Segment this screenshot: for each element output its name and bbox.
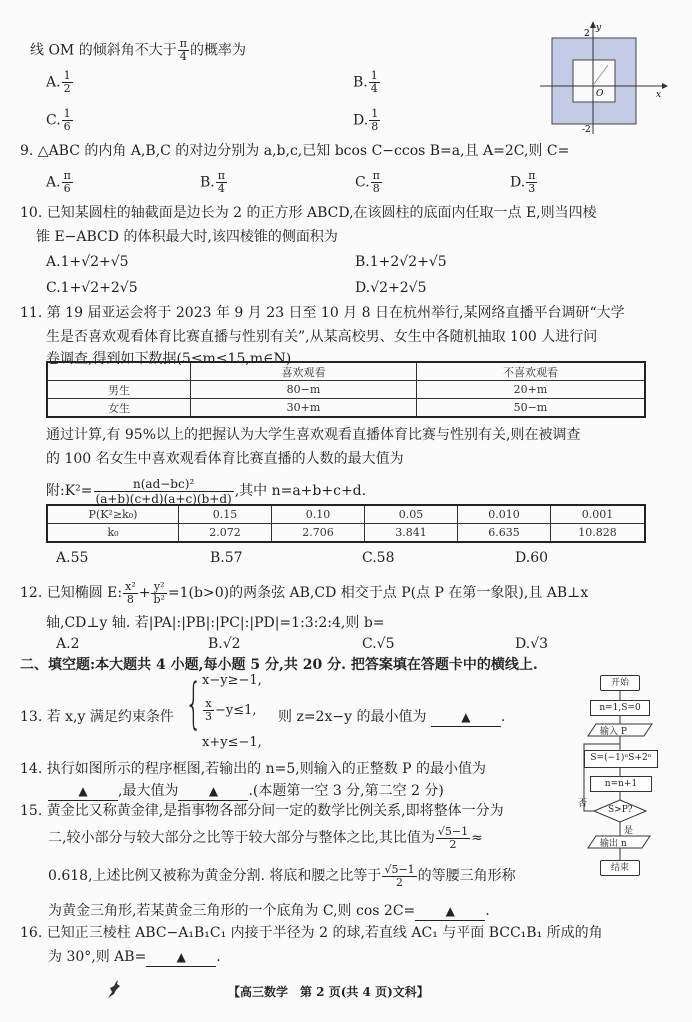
flow-increment: n=n+1 bbox=[590, 776, 652, 792]
q8-option-d: D. $\frac{1}{8}$ bbox=[353, 107, 379, 133]
square-region-figure bbox=[538, 20, 668, 140]
table-row: 男生 80−m 20+m bbox=[47, 381, 645, 399]
candy-icon bbox=[104, 978, 124, 1004]
q11-option-a: A.55 bbox=[56, 550, 89, 566]
q16-line2: 为 30°,则 AB= ▲ . bbox=[48, 949, 221, 965]
brace: { bbox=[185, 672, 203, 735]
flow-input: 输入 P bbox=[600, 727, 627, 737]
q11-formula: 附:K²= $\frac{\text{n(ad−bc)²}}{(a+b)(c+d)(a+c)(b+d)}$ ,其中 n=a+b+c+d. bbox=[46, 476, 367, 506]
flow-condition: S>P? bbox=[608, 805, 633, 815]
q14-line2: ▲ ,最大值为 ▲ .(本题第一空 3 分,第二空 2 分) bbox=[48, 782, 444, 801]
q11-option-d: D.60 bbox=[515, 550, 549, 566]
q12-option-a: A.2 bbox=[56, 636, 80, 652]
q8-option-a: A. $\frac{1}{2}$ bbox=[46, 69, 71, 95]
q15-line3: 0.618,上述比例又被称为黄金分割. 将底和腰之比等于 $\frac{√5-1}{2}$ 的等腰三角形称 bbox=[48, 862, 516, 889]
flow-no-label: 否 bbox=[578, 799, 588, 809]
q8-option-c: C. $\frac{1}{6}$ bbox=[46, 107, 71, 133]
q10-option-d: D.√2+2√5 bbox=[355, 280, 427, 296]
q13-constraint-3: x+y≤−1, bbox=[202, 735, 262, 750]
q11-option-b: B.57 bbox=[210, 550, 243, 566]
q10-line2: 锥 E−ABCD 的体积最大时,该四棱锥的侧面积为 bbox=[36, 229, 338, 245]
flow-yes-label: 是 bbox=[624, 826, 634, 836]
q15-line2: 二,较小部分与较大部分之比等于较大部分与整体之比,其比值为 $\frac{√5-1}{2}$ ≈ bbox=[48, 824, 483, 851]
q10-option-c: C.1+√2+2√5 bbox=[46, 280, 138, 296]
q13-constraint-1: x−y≥−1, bbox=[202, 673, 262, 688]
q13-prefix: 13. 若 x,y 满足约束条件 bbox=[20, 709, 174, 725]
q11-line5: 的 100 名女生中喜欢观看体育比赛直播的人数的最大值为 bbox=[46, 451, 404, 467]
svg-text:x: x bbox=[656, 90, 662, 100]
q9-stem: 9. △ABC 的内角 A,B,C 的对边分别为 a,b,c,已知 bcos C−ccos B=a,且 A=2C,则 C= bbox=[20, 143, 570, 159]
critical-value-table bbox=[46, 504, 646, 543]
q11-line2: 生是否喜欢观看体育比赛直播与性别有关”,从某高校男、女生中各随机抽取 100 人进行问 bbox=[46, 329, 598, 345]
answer-blank[interactable]: ▲ bbox=[431, 708, 501, 727]
q13-constraint-2: $\frac{x}{3}$ −y≤1, bbox=[205, 697, 257, 723]
q8-stem: 线 OM 的倾斜角不大于 $\frac{\pi}{4}$ 的概率为 bbox=[30, 37, 246, 63]
q13-suffix: 则 z=2x−y 的最小值为 ▲ . bbox=[278, 709, 506, 725]
q12-line1: 12. 已知椭圆 E: $\frac{\text{x²}}{8}$ + $\frac{\text{y²}}{\text{b²}}$ =1(b>0)的两条弦 AB,CD 相交于点 P(点 P 在第一象限),且 AB⊥x bbox=[20, 579, 589, 606]
answer-blank-2[interactable]: ▲ bbox=[178, 782, 248, 801]
page-footer: 【高三数学 第 2 页(共 4 页)文科】 bbox=[228, 985, 429, 999]
answer-blank[interactable]: ▲ bbox=[146, 948, 216, 967]
q12-option-b: B.√2 bbox=[208, 636, 241, 652]
q12-line2: 轴,CD⊥y 轴. 若|PA|:|PB|:|PC|:|PD|=1:3:2:4,则 b= bbox=[46, 615, 385, 631]
q8-fraction: $\frac{\pi}{4}$ bbox=[179, 37, 187, 63]
svg-text:y: y bbox=[596, 23, 602, 33]
q9-option-d: D. $\frac{\pi}{3}$ bbox=[510, 169, 536, 195]
q15-line1: 15. 黄金比又称黄金律,是指事物各部分间一定的数学比例关系,即将整体一分为 bbox=[20, 803, 504, 819]
table-row: k₀ 2.072 2.706 3.841 6.635 10.828 bbox=[47, 524, 645, 543]
svg-text:O: O bbox=[596, 89, 604, 99]
q12-option-c: C.√5 bbox=[362, 636, 395, 652]
q11-option-c: C.58 bbox=[362, 550, 395, 566]
flow-start: 开始 bbox=[600, 675, 640, 691]
q9-option-a: A. $\frac{\pi}{6}$ bbox=[46, 169, 71, 195]
q11-line1: 11. 第 19 届亚运会将于 2023 年 9 月 23 日至 10 月 8 日在杭州举行,某网络直播平台调研“大学 bbox=[20, 305, 625, 321]
flow-init: n=1,S=0 bbox=[590, 700, 650, 716]
svg-text:2: 2 bbox=[584, 29, 590, 39]
q10-option-a: A.1+√2+√5 bbox=[46, 254, 129, 270]
q15-line4: 为黄金三角形,若某黄金三角形的一个底角为 C,则 cos 2C= ▲ . bbox=[48, 903, 490, 919]
flow-output: 输出 n bbox=[600, 839, 627, 849]
q11-line3: 卷调查,得到如下数据(5≤m≤15,m∈N). bbox=[46, 351, 296, 367]
q9-option-c: C. $\frac{\pi}{8}$ bbox=[355, 169, 380, 195]
q14-line1: 14. 执行如图所示的程序框图,若输出的 n=5,则输入的正整数 P 的最小值为 bbox=[20, 761, 487, 777]
q11-line4: 通过计算,有 95%以上的把握认为大学生喜欢观看直播体育比赛与性别有关,则在被调查 bbox=[46, 427, 581, 443]
q9-option-b: B. $\frac{\pi}{4}$ bbox=[200, 169, 225, 195]
q10-line1: 10. 已知某圆柱的轴截面是边长为 2 的正方形 ABCD,在该圆柱的底面内任取一点 E,则当四棱 bbox=[20, 205, 597, 221]
q10-option-b: B.1+2√2+√5 bbox=[355, 254, 447, 270]
flow-end: 结束 bbox=[600, 860, 640, 876]
flow-update: S=(−1)ⁿS+2ⁿ bbox=[584, 750, 658, 768]
q8-option-b: B. $\frac{1}{4}$ bbox=[353, 69, 378, 95]
section-2-title: 二、填空题:本大题共 4 小题,每小题 5 分,共 20 分. 把答案填在答题卡中的横线上. bbox=[20, 657, 538, 673]
table-row: P(K²≥k₀) 0.15 0.10 0.05 0.010 0.001 bbox=[47, 505, 645, 524]
answer-blank-1[interactable]: ▲ bbox=[48, 782, 118, 801]
answer-blank[interactable]: ▲ bbox=[415, 902, 485, 921]
program-flowchart bbox=[578, 672, 688, 892]
q16-line1: 16. 已知正三棱柱 ABC−A₁B₁C₁ 内接于半径为 2 的球,若直线 AC₁ 与平面 BCC₁B₁ 所成的角 bbox=[20, 925, 603, 941]
q12-option-d: D.√3 bbox=[515, 636, 549, 652]
survey-table bbox=[46, 361, 646, 418]
svg-text:-2: -2 bbox=[582, 125, 591, 135]
table-header-row: 喜欢观看 不喜欢观看 bbox=[47, 362, 645, 381]
table-row: 女生 30+m 50−m bbox=[47, 399, 645, 418]
